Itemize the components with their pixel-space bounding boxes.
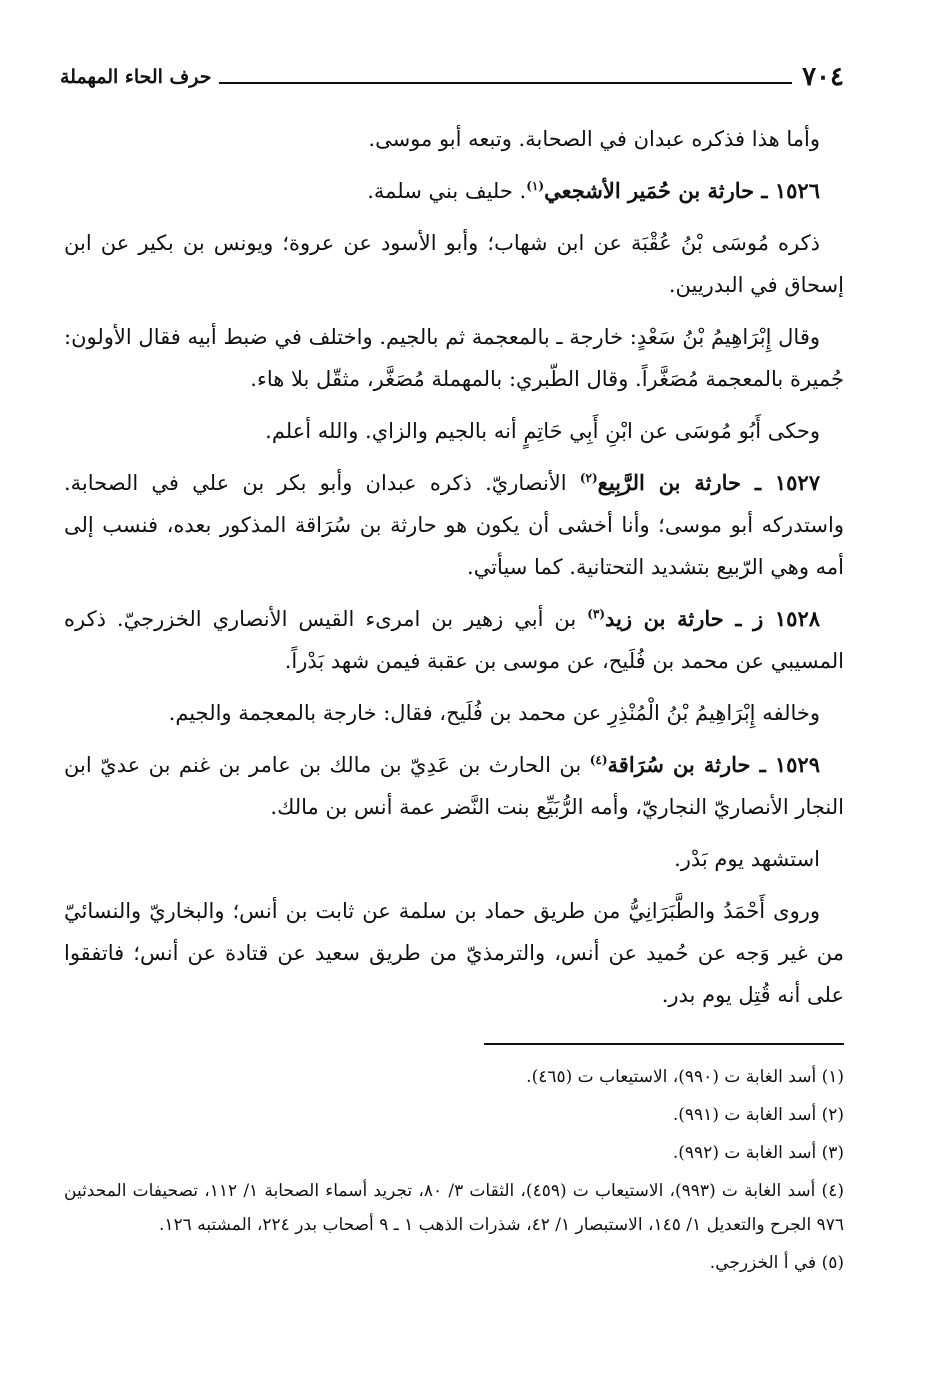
paragraph-text: وقال إِبْرَاهِيمُ بْنُ سَعْدٍ: خارجة ـ بالمعجمة ثم بالجيم. واختلف في ضبط أبيه فقال الأولون: جُميرة بالمعجمة مُصَغَّراً. وقال الطّبري: بالمهملة مُصَغَّر، مثقّل بلا هاء.	[64, 325, 844, 391]
paragraph	[64, 118, 844, 160]
entry-paragraph	[64, 462, 844, 588]
paragraph	[64, 222, 844, 306]
paragraph	[64, 692, 844, 734]
paragraph-text: استشهد يوم بَدْر.	[674, 847, 820, 871]
footnote-marker: (٣)	[587, 607, 606, 621]
footnote: (٣) أسد الغابة ت (٩٩٢).	[672, 1143, 844, 1163]
paragraph-text: وحكى أَبُو مُوسَى عن ابْنِ أَبِي حَاتِمٍ أنه بالجيم والزاي. والله أعلم.	[265, 419, 820, 443]
footnote: (١) أسد الغابة ت (٩٩٠)، الاستيعاب ت (٤٦٥).	[526, 1067, 844, 1087]
entry-paragraph	[64, 598, 844, 682]
paragraph-text: بن أبي زهير بن امرىء القيس الأنصاري الخزرجيّ. ذكره المسيبي عن محمد بن فُلَيح، عن موسى بن عقبة فيمن شهد بَدْراً.	[64, 607, 844, 673]
entry-heading: ١٥٢٧ ـ حارثة بن الرَّبِيع	[597, 470, 820, 495]
running-title: حرف الحاء المهملة	[60, 66, 212, 88]
running-header	[60, 58, 844, 92]
paragraph	[64, 316, 844, 400]
entry-heading: ١٥٢٦ ـ حارثة بن حُمَير الأشجعي	[544, 178, 820, 203]
entry-paragraph	[64, 170, 844, 212]
paragraph-text: وخالفه إِبْرَاهِيمُ بْنُ الْمُنْذِرِ عن محمد بن فُلَيح، فقال: خارجة بالمعجمة والجيم.	[168, 701, 820, 725]
header-rule	[219, 82, 792, 84]
paragraph	[64, 838, 844, 880]
footnote-marker: (١)	[526, 179, 545, 193]
main-text	[64, 118, 844, 1026]
paragraph-text: . حليف بني سلمة.	[367, 179, 527, 203]
paragraph	[64, 890, 844, 1016]
footnote: (٢) أسد الغابة ت (٩٩١).	[672, 1105, 844, 1125]
footnote-marker: (٢)	[579, 471, 598, 485]
footnotes	[64, 1060, 844, 1284]
paragraph	[64, 410, 844, 452]
footnote-separator	[484, 1043, 844, 1045]
paragraph-text: الأنصاريّ. ذكره عبدان وأبو بكر بن علي في الصحابة. واستدركه أبو موسى؛ وأنا أخشى أن يكون هو حارثة بن سُرَاقة المذكور بعده، فنسب إلى أمه وهي الرّبيع بتشديد التحتانية. كما سيأتي.	[64, 471, 844, 579]
footnote-marker: (٤)	[589, 753, 608, 767]
entry-heading: ١٥٢٩ ـ حارثة بن سُرَاقة	[607, 752, 820, 777]
paragraph-text: ذكره مُوسَى بْنُ عُقْبَة عن ابن شهاب؛ وأبو الأسود عن عروة؛ ويونس بن بكير عن ابن إسحاق في البدريين.	[64, 231, 844, 297]
entry-paragraph	[64, 744, 844, 828]
footnote: (٤) أسد الغابة ت (٩٩٣)، الاستيعاب ت (٤٥٩)، الثقات ٣/ ٨٠، تجريد أسماء الصحابة ١/ ١١٢، تصحيفات المحدثين ٩٧٦ الجرح والتعديل ١/ ١٤٥، الاستبصار ١/ ٤٢، شذرات الذهب ١ ـ ٩ أصحاب بدر ٢٢٤، المشتبه ١٢٦.	[64, 1181, 844, 1235]
footnote: (٥) في أ الخزرجي.	[709, 1253, 844, 1273]
entry-heading: ١٥٢٨ ز ـ حارثة بن زيد	[605, 606, 821, 631]
page-number: ٧٠٤	[802, 62, 844, 92]
paragraph-text: بن الحارث بن عَدِيّ بن مالك بن عامر بن غنم بن عديّ ابن النجار الأنصاريّ النجاريّ، وأمه الرُّبَيِّع بنت النَّضر عمة أنس بن مالك.	[64, 753, 844, 819]
paragraph-text: وأما هذا فذكره عبدان في الصحابة. وتبعه أبو موسى.	[368, 127, 820, 151]
paragraph-text: وروى أَحْمَدُ والطَّبَرَانِيُّ من طريق حماد بن سلمة عن ثابت بن أنس؛ والبخاريّ والنسائيّ من غير وَجه عن حُميد عن أنس، والترمذيّ من طريق سعيد عن قتادة عن أنس؛ فاتفقوا على أنه قُتِل يوم بدر.	[64, 899, 844, 1007]
